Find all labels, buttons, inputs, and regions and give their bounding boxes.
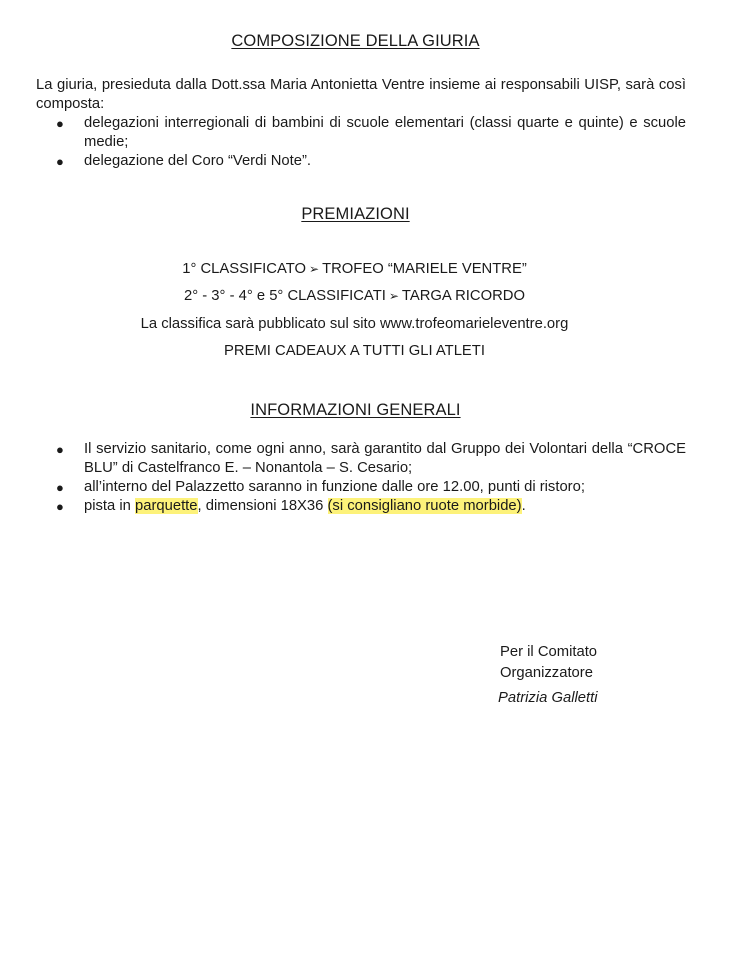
- informazioni-list: [56, 440, 686, 516]
- giuria-item-1: delegazioni interregionali di bambini di scuole elementari (classi quarte e quinte) e scuole medie;: [84, 115, 686, 150]
- premio-primo-value: TROFEO “MARIELE VENTRE”: [322, 261, 527, 277]
- premio-primo-label: 1° CLASSIFICATO: [182, 261, 306, 277]
- signature-line-2: Organizzatore: [500, 665, 593, 681]
- info-item-1: Il servizio sanitario, come ogni anno, sarà garantito dal Gruppo dei Volontari della “CROCE BLU” di Castelfranco E. – Nonantola – S. Cesario;: [84, 441, 686, 476]
- highlight-ruote-morbide: (si consigliano ruote morbide): [327, 498, 522, 514]
- list-item: [56, 478, 686, 497]
- info-item-3: [84, 498, 526, 514]
- info-item-3-middle: , dimensioni 18X36: [197, 498, 328, 514]
- premio-primo-line: [0, 261, 709, 277]
- premio-altri-line: [0, 288, 709, 304]
- signature-line-1: Per il Comitato: [500, 644, 598, 660]
- bullet-icon: ●: [56, 480, 64, 495]
- giuria-list: [56, 114, 686, 171]
- premi-cadeaux-line: PREMI CADEAUX A TUTTI GLI ATLETI: [224, 343, 485, 359]
- info-item-3-prefix: pista in: [84, 498, 135, 514]
- list-item: [56, 152, 686, 171]
- premio-altri-value: TARGA RICORDO: [401, 288, 525, 304]
- premio-altri-label: 2° - 3° - 4° e 5° CLASSIFICATI: [184, 288, 386, 304]
- signature-name: Patrizia Galletti: [498, 690, 598, 706]
- bullet-icon: ●: [56, 116, 64, 131]
- giuria-item-2: delegazione del Coro “Verdi Note”.: [84, 153, 312, 169]
- signature-block: [500, 642, 598, 708]
- arrow-right-icon: ➢: [388, 289, 399, 303]
- premiazioni-heading: PREMIAZIONI: [301, 205, 410, 223]
- list-item: [56, 497, 686, 516]
- bullet-icon: ●: [56, 154, 64, 169]
- bullet-icon: ●: [56, 442, 64, 457]
- list-item: [56, 114, 686, 152]
- info-item-2: all’interno del Palazzetto saranno in funzione dalle ore 12.00, punti di ristoro;: [84, 479, 585, 495]
- informazioni-heading: INFORMAZIONI GENERALI: [250, 401, 461, 419]
- info-item-3-suffix: .: [521, 498, 526, 514]
- bullet-icon: ●: [56, 499, 64, 514]
- giuria-intro: La giuria, presieduta dalla Dott.ssa Maria Antonietta Ventre insieme ai responsabili UISP, sarà così composta:: [36, 77, 686, 112]
- classifica-line: La classifica sarà pubblicato sul sito www.trofeomarieleventre.org: [140, 316, 569, 332]
- giuria-heading: COMPOSIZIONE DELLA GIURIA: [231, 32, 480, 50]
- highlight-parquette: parquette: [135, 498, 198, 514]
- arrow-right-icon: ➢: [309, 262, 320, 276]
- list-item: [56, 440, 686, 478]
